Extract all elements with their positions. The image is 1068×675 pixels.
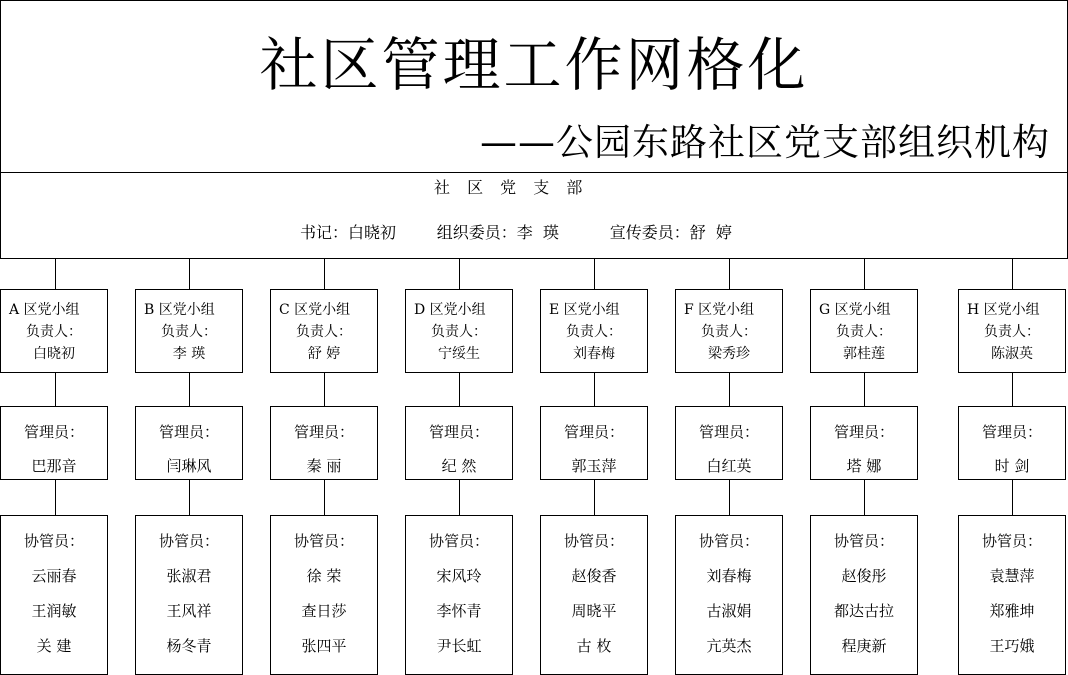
assistant-box: [540, 515, 648, 675]
manager-label: 管理员：: [981, 423, 1042, 441]
group-lead-label: 负责人：: [566, 324, 622, 340]
assistant-name: 徐 荣: [306, 567, 342, 585]
party-branch-members: 书记：白晓初 组织委员：李 瑛 宣传委员：舒 婷: [300, 223, 732, 242]
group-name: A 区党小组: [9, 302, 80, 318]
connector-line: [729, 480, 730, 515]
assistant-box: [675, 515, 783, 675]
group-lead-name: 梁秀珍: [708, 346, 750, 362]
group-name: F 区党小组: [684, 302, 755, 318]
assistant-name: 郑雅坤: [989, 602, 1035, 620]
assistant-name: 云丽春: [31, 567, 77, 585]
assistant-name: 王润敏: [31, 602, 77, 620]
manager-label: 管理员：: [698, 423, 759, 441]
manager-box: [405, 406, 513, 480]
connector-line: [864, 258, 865, 289]
connector-line: [1012, 372, 1013, 406]
connector-line: [189, 258, 190, 289]
manager-box: [0, 406, 108, 480]
connector-line: [55, 372, 56, 406]
assistant-label: 协管员：: [698, 532, 759, 550]
party-group-box: [405, 289, 513, 373]
assistant-name: 袁慧萍: [989, 567, 1035, 585]
page-subtitle: ——公园东路社区党支部组织机构: [480, 121, 1050, 164]
assistant-name: 都达古拉: [833, 602, 894, 620]
connector-line: [459, 480, 460, 515]
party-group-box: [135, 289, 243, 373]
connector-line: [459, 372, 460, 406]
connector-line: [729, 258, 730, 289]
group-name: C 区党小组: [279, 302, 351, 318]
group-lead-name: 刘春梅: [573, 346, 615, 362]
manager-name: 白红英: [706, 457, 752, 475]
assistant-name: 赵俊彤: [841, 567, 887, 585]
assistant-label: 协管员：: [563, 532, 624, 550]
party-group-box: [540, 289, 648, 373]
group-lead-name: 白晓初: [33, 346, 75, 362]
assistant-label: 协管员：: [428, 532, 489, 550]
connector-line: [189, 372, 190, 406]
connector-line: [324, 480, 325, 515]
connector-line: [1012, 258, 1013, 289]
assistant-box: [810, 515, 918, 675]
assistant-box: [135, 515, 243, 675]
connector-line: [324, 258, 325, 289]
manager-name: 纪 然: [441, 457, 477, 475]
group-lead-name: 宁绥生: [438, 346, 480, 362]
group-lead-label: 负责人：: [836, 324, 892, 340]
group-name: E 区党小组: [549, 302, 620, 318]
assistant-name: 张淑君: [166, 567, 212, 585]
assistant-label: 协管员：: [23, 532, 84, 550]
assistant-label: 协管员：: [293, 532, 354, 550]
manager-box: [270, 406, 378, 480]
manager-name: 时 剑: [994, 457, 1030, 475]
connector-line: [594, 480, 595, 515]
connector-line: [594, 372, 595, 406]
connector-line: [324, 372, 325, 406]
party-group-box: [958, 289, 1066, 373]
party-branch-name: 社 区 党 支 部: [434, 178, 589, 197]
manager-label: 管理员：: [833, 423, 894, 441]
group-lead-name: 舒 婷: [307, 346, 341, 362]
connector-line: [55, 258, 56, 289]
party-group-box: [675, 289, 783, 373]
group-lead-label: 负责人：: [431, 324, 487, 340]
connector-line: [459, 258, 460, 289]
assistant-label: 协管员：: [158, 532, 219, 550]
assistant-name: 宋风玲: [436, 567, 482, 585]
manager-label: 管理员：: [428, 423, 489, 441]
group-lead-label: 负责人：: [296, 324, 352, 340]
manager-box: [810, 406, 918, 480]
group-lead-label: 负责人：: [701, 324, 757, 340]
assistant-name: 李怀青: [436, 602, 482, 620]
assistant-label: 协管员：: [833, 532, 894, 550]
manager-name: 塔 娜: [846, 457, 882, 475]
assistant-name: 杨冬青: [166, 637, 212, 655]
manager-name: 秦 丽: [306, 457, 342, 475]
page-title: 社区管理工作网格化: [259, 31, 809, 99]
manager-name: 巴那音: [31, 457, 77, 475]
manager-label: 管理员：: [23, 423, 84, 441]
connector-line: [189, 480, 190, 515]
manager-box: [135, 406, 243, 480]
group-lead-label: 负责人：: [984, 324, 1040, 340]
assistant-box: [958, 515, 1066, 675]
group-lead-name: 李 瑛: [172, 346, 206, 362]
manager-box: [540, 406, 648, 480]
assistant-box: [270, 515, 378, 675]
assistant-name: 查日莎: [301, 602, 347, 620]
assistant-name: 王风祥: [166, 602, 212, 620]
assistant-box: [0, 515, 108, 675]
manager-box: [958, 406, 1066, 480]
assistant-name: 周晓平: [571, 602, 617, 620]
group-lead-label: 负责人：: [161, 324, 217, 340]
party-group-box: [0, 289, 108, 373]
group-name: H 区党小组: [967, 302, 1040, 318]
assistant-label: 协管员：: [981, 532, 1042, 550]
assistant-name: 尹长虹: [436, 637, 482, 655]
group-name: D 区党小组: [414, 302, 486, 318]
group-lead-name: 郭桂莲: [843, 346, 885, 362]
connector-line: [1012, 480, 1013, 515]
assistant-name: 古 枚: [576, 637, 612, 655]
assistant-name: 程庚新: [841, 637, 887, 655]
manager-box: [675, 406, 783, 480]
manager-label: 管理员：: [158, 423, 219, 441]
connector-line: [864, 372, 865, 406]
connector-line: [729, 372, 730, 406]
assistant-name: 刘春梅: [706, 567, 752, 585]
assistant-box: [405, 515, 513, 675]
assistant-name: 张四平: [301, 637, 347, 655]
assistant-name: 关 建: [36, 637, 72, 655]
connector-line: [55, 480, 56, 515]
manager-name: 郭玉萍: [571, 457, 617, 475]
group-lead-label: 负责人：: [26, 324, 82, 340]
manager-name: 闫琳风: [166, 457, 212, 475]
assistant-name: 亢英杰: [706, 637, 752, 655]
connector-line: [594, 258, 595, 289]
assistant-name: 王巧娥: [989, 637, 1035, 655]
connector-line: [864, 480, 865, 515]
manager-label: 管理员：: [563, 423, 624, 441]
assistant-name: 古淑娟: [706, 602, 752, 620]
party-group-box: [270, 289, 378, 373]
assistant-name: 赵俊香: [571, 567, 617, 585]
group-name: B 区党小组: [144, 302, 215, 318]
manager-label: 管理员：: [293, 423, 354, 441]
party-group-box: [810, 289, 918, 373]
group-name: G 区党小组: [819, 302, 891, 318]
group-lead-name: 陈淑英: [991, 346, 1033, 362]
